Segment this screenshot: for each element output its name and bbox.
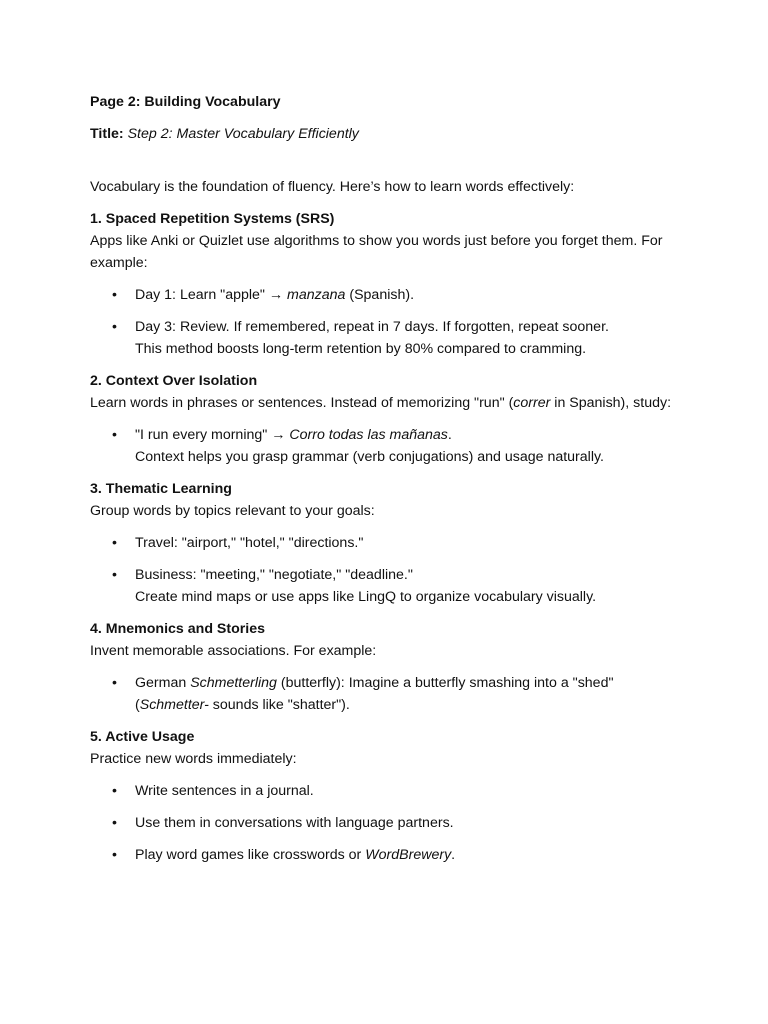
italic-term: Schmetter- xyxy=(139,697,209,713)
section-heading-context: 2. Context Over Isolation xyxy=(90,373,258,389)
section-heading-srs: 1. Spaced Repetition Systems (SRS) xyxy=(90,211,335,227)
list-item xyxy=(90,812,690,834)
section-heading-thematic: 3. Thematic Learning xyxy=(90,481,232,497)
section-paragraph-active-usage: Practice new words immediately: xyxy=(90,751,297,767)
list-item xyxy=(90,672,690,716)
text-segment: "I run every morning" → xyxy=(135,427,290,443)
title-label: Title: xyxy=(90,126,124,142)
continuation-text: Create mind maps or use apps like LingQ to organize vocabulary visually. xyxy=(135,589,597,605)
bullet-list-thematic xyxy=(90,532,690,608)
italic-term: manzana xyxy=(287,287,346,303)
title-text: Step 2: Master Vocabulary Efficiently xyxy=(127,126,359,142)
text-segment: sounds like "shatter"). xyxy=(208,697,350,713)
page-heading: Page 2: Building Vocabulary xyxy=(90,94,281,110)
text-segment: ( xyxy=(135,697,140,713)
continuation-text xyxy=(135,694,690,716)
continuation-text: Context helps you grasp grammar (verb conjugations) and usage naturally. xyxy=(135,449,604,465)
text-segment: (Spanish). xyxy=(345,287,415,303)
italic-term: Schmetterling xyxy=(190,675,277,691)
bullet-list-context xyxy=(90,424,690,468)
list-item xyxy=(90,844,690,866)
text-segment: Business: "meeting," "negotiate," "deadline." xyxy=(135,567,413,583)
section-heading-mnemonics: 4. Mnemonics and Stories xyxy=(90,621,266,637)
text-segment: (butterfly): Imagine a butterfly smashing into a "shed" xyxy=(276,675,614,691)
bullet-list-active-usage xyxy=(90,780,690,866)
italic-term: WordBrewery xyxy=(365,847,452,863)
list-item xyxy=(90,424,690,468)
bullet-list-mnemonics xyxy=(90,672,690,716)
intro-paragraph: Vocabulary is the foundation of fluency. Here’s how to learn words effectively: xyxy=(90,179,575,195)
text-segment: Day 1: Learn "apple" → xyxy=(135,287,288,303)
section-paragraph-srs: Apps like Anki or Quizlet use algorithms to show you words just before you forget them. For example: xyxy=(90,233,663,271)
text-segment: Day 3: Review. If remembered, repeat in 7 days. If forgotten, repeat sooner. xyxy=(135,319,609,335)
text-segment: Learn words in phrases or sentences. Instead of memorizing "run" ( xyxy=(90,395,514,411)
document-page xyxy=(90,91,690,866)
text-segment: German xyxy=(135,675,191,691)
text-segment: in Spanish), study: xyxy=(550,395,672,411)
text-segment: Travel: "airport," "hotel," "directions." xyxy=(135,535,364,551)
list-item xyxy=(90,284,690,306)
list-item xyxy=(90,564,690,608)
bullet-list-srs xyxy=(90,284,690,360)
text-segment: . xyxy=(451,847,456,863)
italic-term: correr xyxy=(513,395,551,411)
section-heading-active-usage: 5. Active Usage xyxy=(90,729,195,745)
list-item xyxy=(90,316,690,360)
list-item xyxy=(90,532,690,554)
section-paragraph-mnemonics: Invent memorable associations. For example: xyxy=(90,643,377,659)
section-paragraph-context xyxy=(90,392,690,414)
italic-term: Corro todas las mañanas xyxy=(289,427,448,443)
continuation-text: This method boosts long-term retention by 80% compared to cramming. xyxy=(135,341,587,357)
list-item xyxy=(90,780,690,802)
text-segment: Play word games like crosswords or xyxy=(135,847,366,863)
text-segment: Use them in conversations with language partners. xyxy=(135,815,454,831)
doc-title xyxy=(90,123,690,145)
section-paragraph-thematic: Group words by topics relevant to your goals: xyxy=(90,503,375,519)
text-segment: . xyxy=(447,427,452,443)
text-segment: Write sentences in a journal. xyxy=(135,783,314,799)
